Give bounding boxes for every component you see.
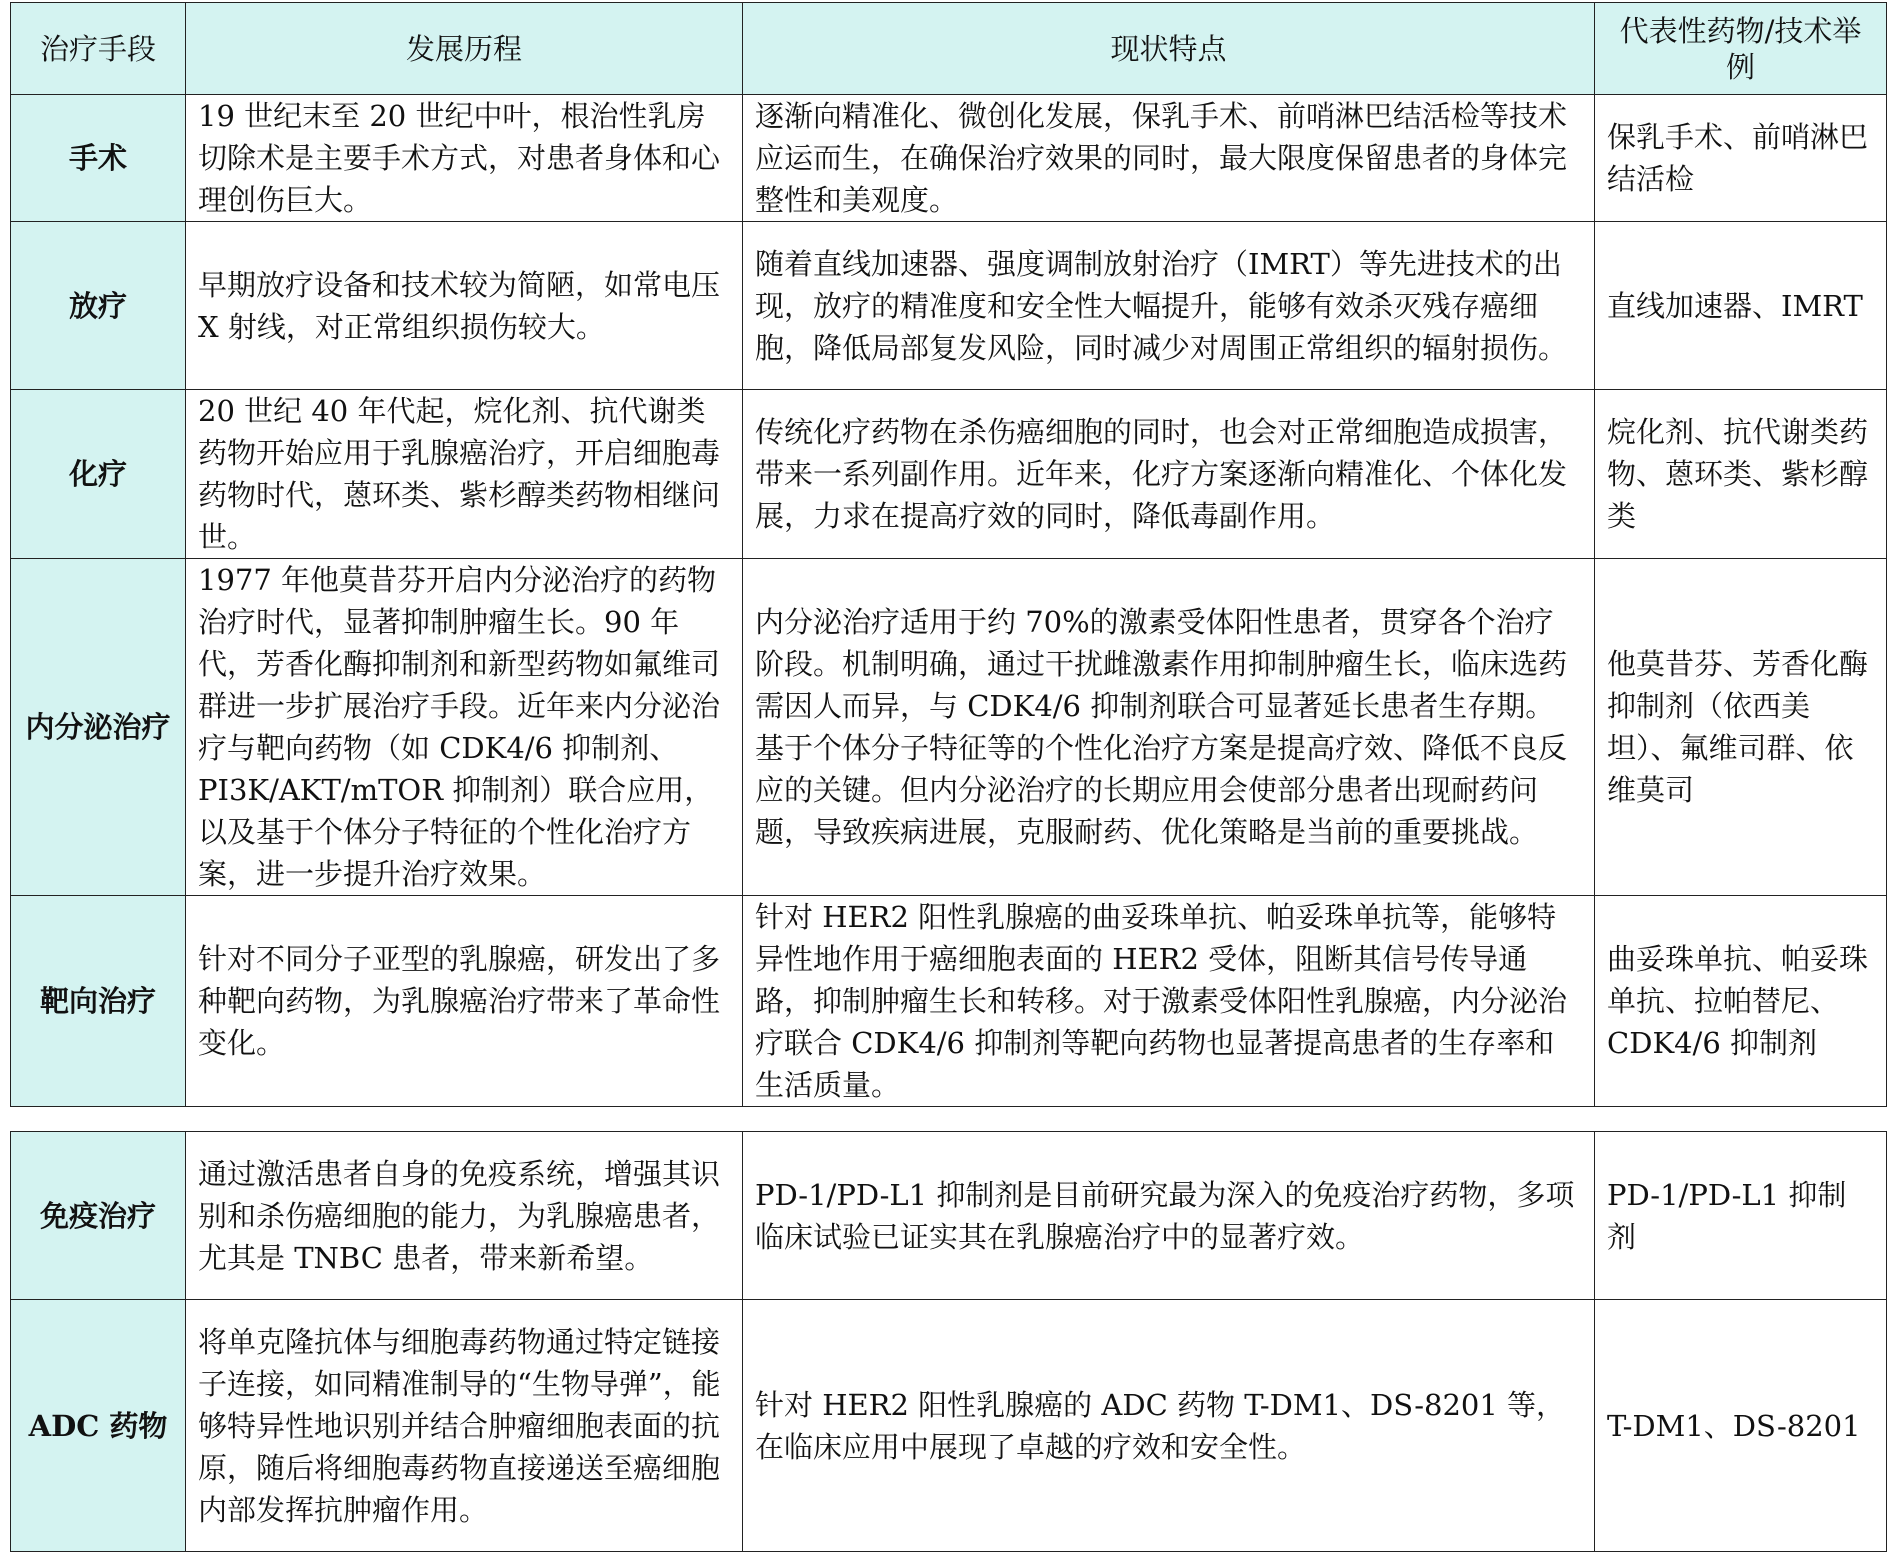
method-cell: 免疫治疗 xyxy=(11,1132,186,1300)
table-row xyxy=(11,95,1887,222)
method-cell: 手术 xyxy=(11,95,186,222)
method-cell: 放疗 xyxy=(11,222,186,390)
table-row xyxy=(11,222,1887,390)
method-cell: 内分泌治疗 xyxy=(11,559,186,896)
examples-cell: T-DM1、DS-8201 xyxy=(1595,1300,1887,1552)
examples-cell: 他莫昔芬、芳香化酶抑制剂（依西美坦）、氟维司群、依维莫司 xyxy=(1595,559,1887,896)
table-row xyxy=(11,1132,1887,1300)
treatment-table xyxy=(10,2,1887,1107)
history-cell: 1977 年他莫昔芬开启内分泌治疗的药物治疗时代，显著抑制肿瘤生长。90 年代，芳香化酶抑制剂和新型药物如氟维司群进一步扩展治疗手段。近年来内分泌治疗与靶向药物（如 CDK4/6 抑制剂、PI3K/AKT/mTOR 抑制剂）联合应用，以及基于个体分子特征的个性化治疗方案，进一步提升治疗效果。 xyxy=(186,559,743,896)
status-cell: 传统化疗药物在杀伤癌细胞的同时，也会对正常细胞造成损害，带来一系列副作用。近年来，化疗方案逐渐向精准化、个体化发展，力求在提高疗效的同时，降低毒副作用。 xyxy=(743,390,1595,559)
header-history: 发展历程 xyxy=(186,3,743,95)
status-cell: 针对 HER2 阳性乳腺癌的 ADC 药物 T-DM1、DS-8201 等，在临床应用中展现了卓越的疗效和安全性。 xyxy=(743,1300,1595,1552)
examples-cell: PD-1/PD-L1 抑制剂 xyxy=(1595,1132,1887,1300)
header-method: 治疗手段 xyxy=(11,3,186,95)
status-cell: PD-1/PD-L1 抑制剂是目前研究最为深入的免疫治疗药物，多项临床试验已证实其在乳腺癌治疗中的显著疗效。 xyxy=(743,1132,1595,1300)
examples-cell: 烷化剂、抗代谢类药物、蒽环类、紫杉醇类 xyxy=(1595,390,1887,559)
examples-cell: 保乳手术、前哨淋巴结活检 xyxy=(1595,95,1887,222)
history-cell: 通过激活患者自身的免疫系统，增强其识别和杀伤癌细胞的能力，为乳腺癌患者，尤其是 TNBC 患者，带来新希望。 xyxy=(186,1132,743,1300)
table-row xyxy=(11,390,1887,559)
treatment-table-continued xyxy=(10,1131,1887,1552)
header-status: 现状特点 xyxy=(743,3,1595,95)
history-cell: 20 世纪 40 年代起，烷化剂、抗代谢类药物开始应用于乳腺癌治疗，开启细胞毒药物时代，蒽环类、紫杉醇类药物相继问世。 xyxy=(186,390,743,559)
method-cell: 化疗 xyxy=(11,390,186,559)
status-cell: 针对 HER2 阳性乳腺癌的曲妥珠单抗、帕妥珠单抗等，能够特异性地作用于癌细胞表面的 HER2 受体，阻断其信号传导通路，抑制肿瘤生长和转移。对于激素受体阳性乳腺癌，内分泌治疗联合 CDK4/6 抑制剂等靶向药物也显著提高患者的生存率和生活质量。 xyxy=(743,896,1595,1107)
table-header-row xyxy=(11,3,1887,95)
status-cell: 逐渐向精准化、微创化发展，保乳手术、前哨淋巴结活检等技术应运而生，在确保治疗效果的同时，最大限度保留患者的身体完整性和美观度。 xyxy=(743,95,1595,222)
table-row xyxy=(11,896,1887,1107)
history-cell: 针对不同分子亚型的乳腺癌，研发出了多种靶向药物，为乳腺癌治疗带来了革命性变化。 xyxy=(186,896,743,1107)
table-row xyxy=(11,559,1887,896)
header-examples: 代表性药物/技术举例 xyxy=(1595,3,1887,95)
examples-cell: 曲妥珠单抗、帕妥珠单抗、拉帕替尼、CDK4/6 抑制剂 xyxy=(1595,896,1887,1107)
history-cell: 19 世纪末至 20 世纪中叶，根治性乳房切除术是主要手术方式，对患者身体和心理创伤巨大。 xyxy=(186,95,743,222)
history-cell: 将单克隆抗体与细胞毒药物通过特定链接子连接，如同精准制导的“生物导弹”，能够特异性地识别并结合肿瘤细胞表面的抗原，随后将细胞毒药物直接递送至癌细胞内部发挥抗肿瘤作用。 xyxy=(186,1300,743,1552)
status-cell: 随着直线加速器、强度调制放射治疗（IMRT）等先进技术的出现，放疗的精准度和安全性大幅提升，能够有效杀灭残存癌细胞，降低局部复发风险，同时减少对周围正常组织的辐射损伤。 xyxy=(743,222,1595,390)
method-cell: 靶向治疗 xyxy=(11,896,186,1107)
table-row xyxy=(11,1300,1887,1552)
status-cell: 内分泌治疗适用于约 70%的激素受体阳性患者，贯穿各个治疗阶段。机制明确，通过干扰雌激素作用抑制肿瘤生长，临床选药需因人而异，与 CDK4/6 抑制剂联合可显著延长患者生存期。基于个体分子特征等的个性化治疗方案是提高疗效、降低不良反应的关键。但内分泌治疗的长期应用会使部分患者出现耐药问题，导致疾病进展，克服耐药、优化策略是当前的重要挑战。 xyxy=(743,559,1595,896)
method-cell: ADC 药物 xyxy=(11,1300,186,1552)
examples-cell: 直线加速器、IMRT xyxy=(1595,222,1887,390)
history-cell: 早期放疗设备和技术较为简陋，如常电压 X 射线，对正常组织损伤较大。 xyxy=(186,222,743,390)
